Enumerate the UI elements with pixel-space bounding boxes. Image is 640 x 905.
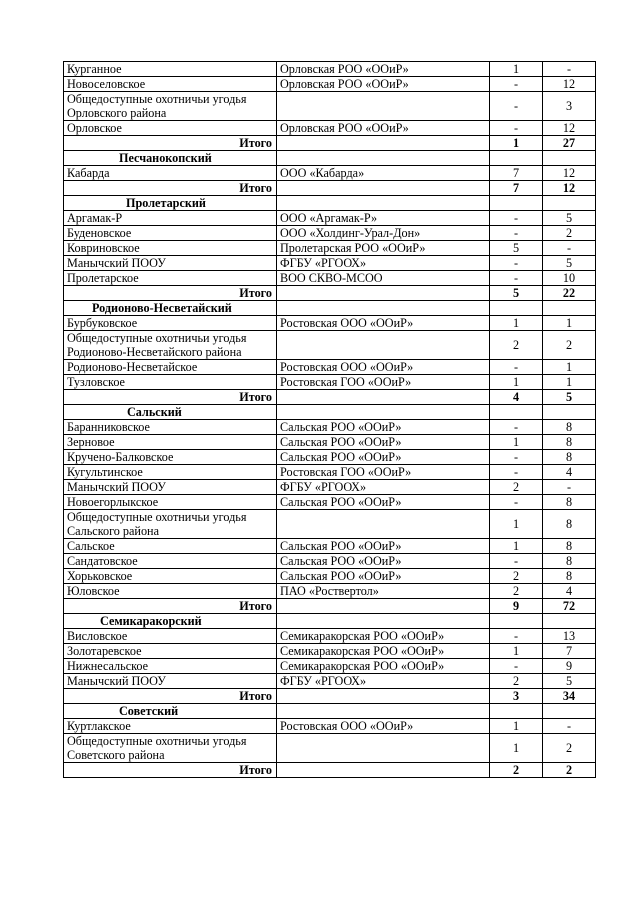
- value-col-b: -: [543, 719, 596, 734]
- empty-cell: [490, 704, 543, 719]
- ground-name: Бурбуковское: [64, 316, 277, 331]
- organization: Пролетарская РОО «ООиР»: [277, 241, 490, 256]
- organization: Сальская РОО «ООиР»: [277, 450, 490, 465]
- value-col-b: 8: [543, 569, 596, 584]
- value-col-b: 8: [543, 554, 596, 569]
- total-org-cell: [277, 689, 490, 704]
- value-col-a: -: [490, 420, 543, 435]
- value-col-b: 12: [543, 77, 596, 92]
- district-name: Песчанокопский: [64, 151, 277, 166]
- total-org-cell: [277, 390, 490, 405]
- organization: Сальская РОО «ООиР»: [277, 435, 490, 450]
- district-header-row: [64, 614, 596, 629]
- table-row: [64, 644, 596, 659]
- value-col-b: 1: [543, 360, 596, 375]
- value-col-a: 2: [490, 584, 543, 599]
- value-col-b: 1: [543, 375, 596, 390]
- district-header-row: [64, 405, 596, 420]
- total-col-a: 1: [490, 136, 543, 151]
- organization: Ростовская ГОО «ООиР»: [277, 465, 490, 480]
- value-col-b: 1: [543, 316, 596, 331]
- value-col-a: 2: [490, 569, 543, 584]
- table-row: [64, 629, 596, 644]
- value-col-b: 8: [543, 435, 596, 450]
- table-row: [64, 92, 596, 121]
- total-col-a: 5: [490, 286, 543, 301]
- empty-cell: [490, 405, 543, 420]
- district-name: Пролетарский: [64, 196, 277, 211]
- empty-cell: [277, 151, 490, 166]
- total-col-a: 7: [490, 181, 543, 196]
- organization: Орловская РОО «ООиР»: [277, 77, 490, 92]
- total-org-cell: [277, 599, 490, 614]
- ground-name: Кугультинское: [64, 465, 277, 480]
- organization: Сальская РОО «ООиР»: [277, 539, 490, 554]
- empty-cell: [277, 405, 490, 420]
- empty-cell: [543, 614, 596, 629]
- value-col-a: 1: [490, 316, 543, 331]
- table-row: [64, 360, 596, 375]
- ground-name: Манычский ПООУ: [64, 480, 277, 495]
- ground-name: Зерновое: [64, 435, 277, 450]
- value-col-a: 1: [490, 510, 543, 539]
- value-col-b: 2: [543, 331, 596, 360]
- ground-name: Аргамак-Р: [64, 211, 277, 226]
- organization: Ростовская ГОО «ООиР»: [277, 375, 490, 390]
- ground-name: Золотаревское: [64, 644, 277, 659]
- value-col-b: 2: [543, 226, 596, 241]
- value-col-a: 1: [490, 62, 543, 77]
- table-row: [64, 480, 596, 495]
- ground-name: Тузловское: [64, 375, 277, 390]
- organization: ФГБУ «РГООХ»: [277, 256, 490, 271]
- total-row: [64, 286, 596, 301]
- organization: Орловская РОО «ООиР»: [277, 62, 490, 77]
- table-row: [64, 121, 596, 136]
- empty-cell: [277, 301, 490, 316]
- ground-name: Родионово-Несветайское: [64, 360, 277, 375]
- district-header-row: [64, 301, 596, 316]
- table-row: [64, 375, 596, 390]
- total-col-b: 27: [543, 136, 596, 151]
- value-col-a: -: [490, 554, 543, 569]
- value-col-b: 8: [543, 510, 596, 539]
- value-col-b: 3: [543, 92, 596, 121]
- organization: Сальская РОО «ООиР»: [277, 569, 490, 584]
- organization: Семикаракорская РОО «ООиР»: [277, 659, 490, 674]
- empty-cell: [277, 614, 490, 629]
- ground-name: Общедоступные охотничьи угодья Орловского района: [64, 92, 277, 121]
- value-col-a: -: [490, 271, 543, 286]
- value-col-a: -: [490, 256, 543, 271]
- value-col-a: 1: [490, 375, 543, 390]
- value-col-b: 8: [543, 420, 596, 435]
- value-col-b: 8: [543, 539, 596, 554]
- value-col-a: 5: [490, 241, 543, 256]
- ground-name: Манычский ПООУ: [64, 674, 277, 689]
- value-col-a: -: [490, 226, 543, 241]
- total-col-b: 5: [543, 390, 596, 405]
- value-col-a: 1: [490, 539, 543, 554]
- value-col-b: 13: [543, 629, 596, 644]
- ground-name: Сандатовское: [64, 554, 277, 569]
- district-name: Семикаракорский: [64, 614, 277, 629]
- organization: Сальская РОО «ООиР»: [277, 554, 490, 569]
- ground-name: Новоегорлыкское: [64, 495, 277, 510]
- table-row: [64, 420, 596, 435]
- value-col-a: -: [490, 659, 543, 674]
- organization: ПАО «Роствертол»: [277, 584, 490, 599]
- ground-name: Пролетарское: [64, 271, 277, 286]
- value-col-a: -: [490, 92, 543, 121]
- total-label: Итого: [64, 390, 277, 405]
- total-row: [64, 136, 596, 151]
- total-col-a: 2: [490, 763, 543, 778]
- organization: [277, 331, 490, 360]
- ground-name: Общедоступные охотничьи угодья Родионово-Несветайского района: [64, 331, 277, 360]
- table-row: [64, 734, 596, 763]
- value-col-a: 1: [490, 644, 543, 659]
- organization: ООО «Кабарда»: [277, 166, 490, 181]
- table-row: [64, 62, 596, 77]
- value-col-b: 9: [543, 659, 596, 674]
- table-row: [64, 539, 596, 554]
- ground-name: Буденовское: [64, 226, 277, 241]
- value-col-b: 5: [543, 256, 596, 271]
- total-org-cell: [277, 136, 490, 151]
- total-label: Итого: [64, 136, 277, 151]
- value-col-b: 5: [543, 674, 596, 689]
- value-col-b: 12: [543, 166, 596, 181]
- ground-name: Общедоступные охотничьи угодья Сальского района: [64, 510, 277, 539]
- empty-cell: [543, 704, 596, 719]
- empty-cell: [543, 301, 596, 316]
- value-col-a: 2: [490, 480, 543, 495]
- empty-cell: [543, 151, 596, 166]
- ground-name: Куртлакское: [64, 719, 277, 734]
- ground-name: Кручено-Балковское: [64, 450, 277, 465]
- ground-name: Общедоступные охотничьи угодья Советского района: [64, 734, 277, 763]
- total-label: Итого: [64, 286, 277, 301]
- value-col-a: -: [490, 495, 543, 510]
- total-row: [64, 599, 596, 614]
- value-col-b: 12: [543, 121, 596, 136]
- district-name: Советский: [64, 704, 277, 719]
- value-col-b: 7: [543, 644, 596, 659]
- ground-name: Юловское: [64, 584, 277, 599]
- organization: Семикаракорская РОО «ООиР»: [277, 629, 490, 644]
- ground-name: Ковриновское: [64, 241, 277, 256]
- organization: ВОО СКВО-МСОО: [277, 271, 490, 286]
- district-header-row: [64, 196, 596, 211]
- table-row: [64, 554, 596, 569]
- value-col-a: 2: [490, 674, 543, 689]
- table-row: [64, 584, 596, 599]
- organization: Ростовская ООО «ООиР»: [277, 360, 490, 375]
- total-org-cell: [277, 763, 490, 778]
- organization: [277, 92, 490, 121]
- table-row: [64, 450, 596, 465]
- district-header-row: [64, 151, 596, 166]
- value-col-b: -: [543, 62, 596, 77]
- table-row: [64, 659, 596, 674]
- table-row: [64, 719, 596, 734]
- value-col-a: 7: [490, 166, 543, 181]
- organization: Ростовская ООО «ООиР»: [277, 316, 490, 331]
- organization: ООО «Аргамак-Р»: [277, 211, 490, 226]
- total-row: [64, 763, 596, 778]
- ground-name: Новоселовское: [64, 77, 277, 92]
- organization: [277, 734, 490, 763]
- ground-name: Сальское: [64, 539, 277, 554]
- value-col-a: 1: [490, 719, 543, 734]
- empty-cell: [490, 151, 543, 166]
- total-col-b: 72: [543, 599, 596, 614]
- value-col-a: -: [490, 629, 543, 644]
- table-row: [64, 495, 596, 510]
- total-col-b: 22: [543, 286, 596, 301]
- value-col-b: 8: [543, 495, 596, 510]
- value-col-a: -: [490, 121, 543, 136]
- value-col-a: -: [490, 77, 543, 92]
- table-row: [64, 674, 596, 689]
- value-col-b: 10: [543, 271, 596, 286]
- value-col-b: 4: [543, 584, 596, 599]
- total-label: Итого: [64, 181, 277, 196]
- organization: Сальская РОО «ООиР»: [277, 420, 490, 435]
- total-col-b: 34: [543, 689, 596, 704]
- total-row: [64, 181, 596, 196]
- total-col-b: 2: [543, 763, 596, 778]
- district-name: Родионово-Несветайский: [64, 301, 277, 316]
- total-col-a: 3: [490, 689, 543, 704]
- total-label: Итого: [64, 763, 277, 778]
- total-org-cell: [277, 286, 490, 301]
- organization: Орловская РОО «ООиР»: [277, 121, 490, 136]
- table-row: [64, 316, 596, 331]
- value-col-a: -: [490, 360, 543, 375]
- value-col-b: 2: [543, 734, 596, 763]
- organization: [277, 510, 490, 539]
- ground-name: Нижнесальское: [64, 659, 277, 674]
- total-col-a: 4: [490, 390, 543, 405]
- empty-cell: [543, 196, 596, 211]
- organization: ФГБУ «РГООХ»: [277, 674, 490, 689]
- empty-cell: [490, 196, 543, 211]
- value-col-b: 8: [543, 450, 596, 465]
- ground-name: Хорьковское: [64, 569, 277, 584]
- value-col-b: -: [543, 480, 596, 495]
- table-row: [64, 569, 596, 584]
- value-col-a: 2: [490, 331, 543, 360]
- table-row: [64, 211, 596, 226]
- empty-cell: [277, 196, 490, 211]
- organization: Ростовская ООО «ООиР»: [277, 719, 490, 734]
- value-col-b: -: [543, 241, 596, 256]
- district-header-row: [64, 704, 596, 719]
- value-col-a: -: [490, 465, 543, 480]
- empty-cell: [543, 405, 596, 420]
- organization: ФГБУ «РГООХ»: [277, 480, 490, 495]
- value-col-b: 5: [543, 211, 596, 226]
- district-name: Сальский: [64, 405, 277, 420]
- table-row: [64, 331, 596, 360]
- total-row: [64, 390, 596, 405]
- total-row: [64, 689, 596, 704]
- ground-name: Висловское: [64, 629, 277, 644]
- table-row: [64, 465, 596, 480]
- empty-cell: [277, 704, 490, 719]
- organization: Семикаракорская РОО «ООиР»: [277, 644, 490, 659]
- ground-name: Орловское: [64, 121, 277, 136]
- ground-name: Баранниковское: [64, 420, 277, 435]
- value-col-b: 4: [543, 465, 596, 480]
- total-label: Итого: [64, 689, 277, 704]
- value-col-a: -: [490, 450, 543, 465]
- organization: Сальская РОО «ООиР»: [277, 495, 490, 510]
- total-org-cell: [277, 181, 490, 196]
- empty-cell: [490, 301, 543, 316]
- ground-name: Курганное: [64, 62, 277, 77]
- table-body: [64, 62, 596, 778]
- value-col-a: -: [490, 211, 543, 226]
- hunting-grounds-table: [63, 61, 596, 778]
- total-col-a: 9: [490, 599, 543, 614]
- total-col-b: 12: [543, 181, 596, 196]
- value-col-a: 1: [490, 435, 543, 450]
- empty-cell: [490, 614, 543, 629]
- table-row: [64, 166, 596, 181]
- table-row: [64, 435, 596, 450]
- table-row: [64, 241, 596, 256]
- ground-name: Манычский ПООУ: [64, 256, 277, 271]
- table-row: [64, 256, 596, 271]
- ground-name: Кабарда: [64, 166, 277, 181]
- table-row: [64, 226, 596, 241]
- table-row: [64, 271, 596, 286]
- total-label: Итого: [64, 599, 277, 614]
- organization: ООО «Холдинг-Урал-Дон»: [277, 226, 490, 241]
- table-row: [64, 510, 596, 539]
- table-row: [64, 77, 596, 92]
- value-col-a: 1: [490, 734, 543, 763]
